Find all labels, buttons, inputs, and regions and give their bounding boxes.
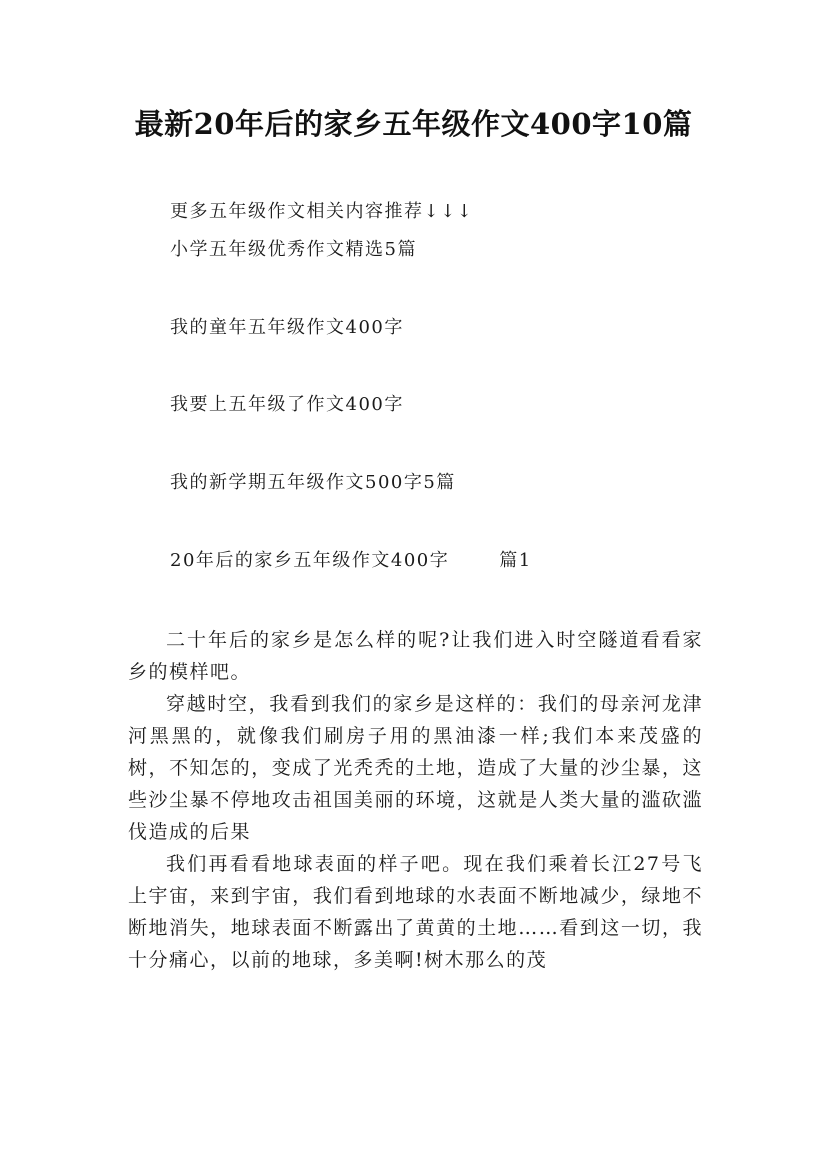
essay-paragraph: 我们再看看地球表面的样子吧。现在我们乘着长江27号飞上宇宙，来到宇宙，我们看到地球的水表面不断地减少，绿地不断地消失，地球表面不断露出了黄黄的土地……看到这一切，我十分痛心，以前的地球，多美啊!树木那么的茂: [128, 853, 703, 971]
essay-heading-line: [170, 549, 532, 573]
essay-body: [128, 624, 703, 976]
recommend-link[interactable]: 我的新学期五年级作文500字5篇: [170, 472, 456, 493]
recommend-header: 更多五年级作文相关内容推荐↓↓↓: [170, 201, 474, 222]
essay-heading: 20年后的家乡五年级作文400字: [170, 550, 450, 571]
document-title: 最新20年后的家乡五年级作文400字10篇: [134, 107, 693, 141]
essay-paragraph: 二十年后的家乡是怎么样的呢?让我们进入时空隧道看看家乡的模样吧。: [128, 629, 703, 683]
essay-paragraph: 穿越时空，我看到我们的家乡是这样的：我们的母亲河龙津河黑黑的，就像我们刷房子用的黑油漆一样;我们本来茂盛的树，不知怎的，变成了光秃秃的土地，造成了大量的沙尘暴，这些沙尘暴不停地攻击祖国美丽的环境，这就是人类大量的滥砍滥伐造成的后果: [128, 693, 703, 843]
essay-part-label: 篇1: [499, 550, 532, 571]
recommend-link[interactable]: 小学五年级优秀作文精选5篇: [170, 239, 417, 260]
recommend-link[interactable]: 我要上五年级了作文400字: [170, 394, 404, 415]
recommend-link[interactable]: 我的童年五年级作文400字: [170, 317, 404, 338]
